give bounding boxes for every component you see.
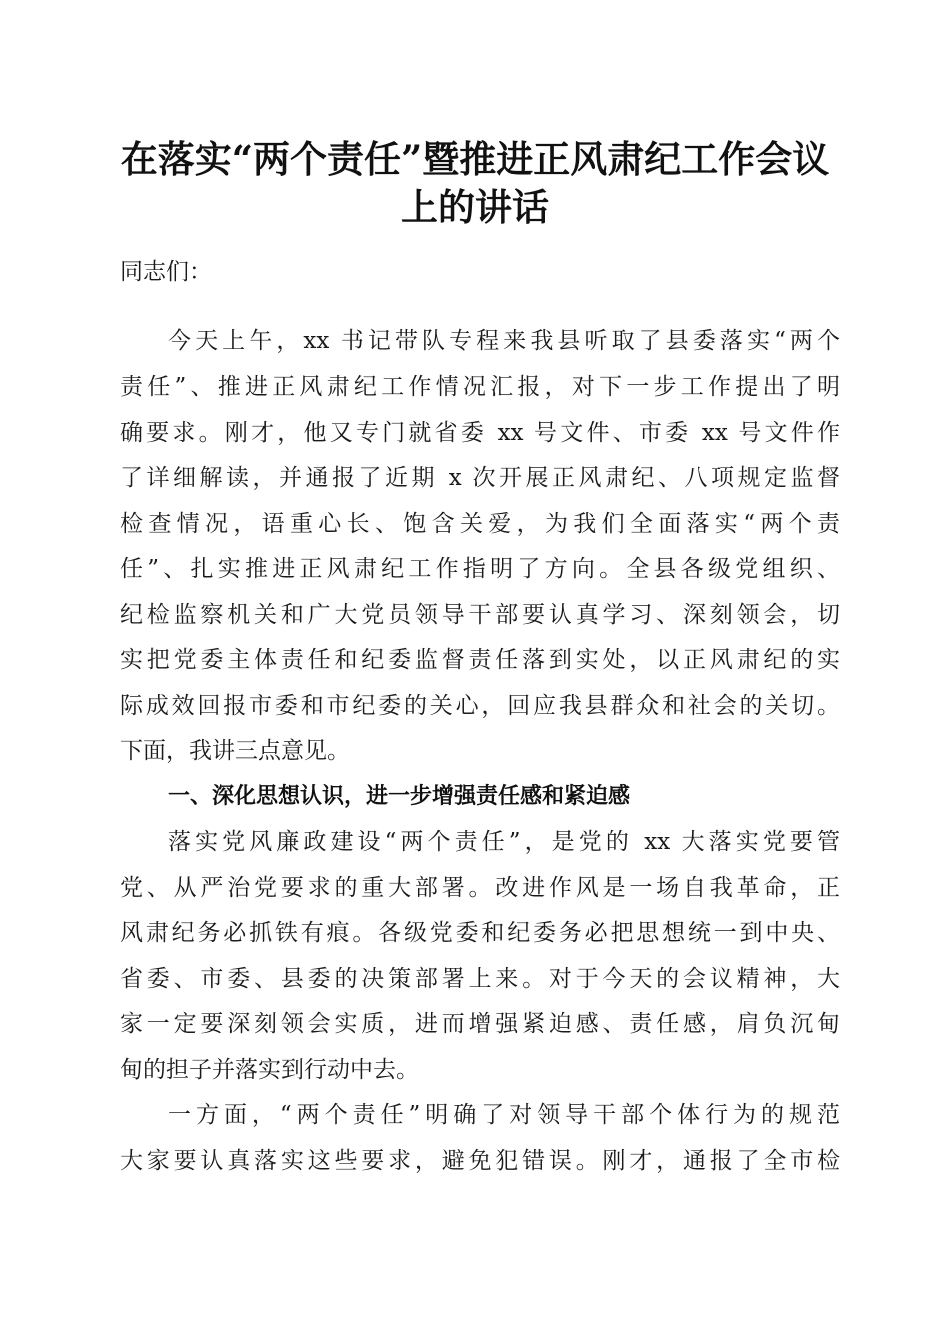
- body-line: 省委、市委、县委的决策部署上来。对于今天的会议精神，大: [120, 966, 840, 992]
- body-line: 检查情况，语重心长、饱含关爱，为我们全面落实“两个责: [120, 511, 840, 537]
- body-line: 风肃纪务必抓铁有痕。各级党委和纪委务必把思想统一到中央、: [120, 920, 840, 946]
- body-line: 党、从严治党要求的重大部署。改进作风是一场自我革命，正: [120, 875, 840, 901]
- body-line: 甸的担子并落实到行动中去。: [120, 1057, 419, 1083]
- body-line: 今天上午，xx 书记带队专程来我县听取了县委落实“两个: [168, 328, 840, 354]
- document-title-line-1: 在落实“两个责任”暨推进正风肃纪工作会议: [120, 137, 830, 181]
- body-line: 际成效回报市委和市纪委的关心，回应我县群众和社会的关切。: [120, 693, 840, 719]
- body-line: 了详细解读，并通报了近期 x 次开展正风肃纪、八项规定监督: [120, 465, 840, 491]
- body-line: 任”、扎实推进正风肃纪工作指明了方向。全县各级党组织、: [120, 556, 840, 582]
- body-line: 确要求。刚才，他又专门就省委 xx 号文件、市委 xx 号文件作: [120, 420, 840, 446]
- document-title-line-2: 上的讲话: [401, 185, 549, 229]
- body-line: 大家要认真落实这些要求，避免犯错误。刚才，通报了全市检: [120, 1148, 840, 1174]
- salutation: 同志们：: [120, 259, 212, 285]
- body-line: 责任”、推进正风肃纪工作情况汇报，对下一步工作提出了明: [120, 374, 840, 400]
- body-line: 一方面，“两个责任”明确了对领导干部个体行为的规范: [168, 1102, 840, 1128]
- body-line: 实把党委主体责任和纪委监督责任落到实处，以正风肃纪的实: [120, 647, 840, 673]
- body-line: 落实党风廉政建设“两个责任”，是党的 xx 大落实党要管: [168, 829, 840, 855]
- body-line: 下面，我讲三点意见。: [120, 738, 350, 764]
- body-line: 纪检监察机关和广大党员领导干部要认真学习、深刻领会，切: [120, 602, 840, 628]
- section-heading-1: 一、深化思想认识，进一步增强责任感和紧迫感: [168, 784, 631, 809]
- body-line: 家一定要深刻领会实质，进而增强紧迫感、责任感，肩负沉甸: [120, 1011, 840, 1037]
